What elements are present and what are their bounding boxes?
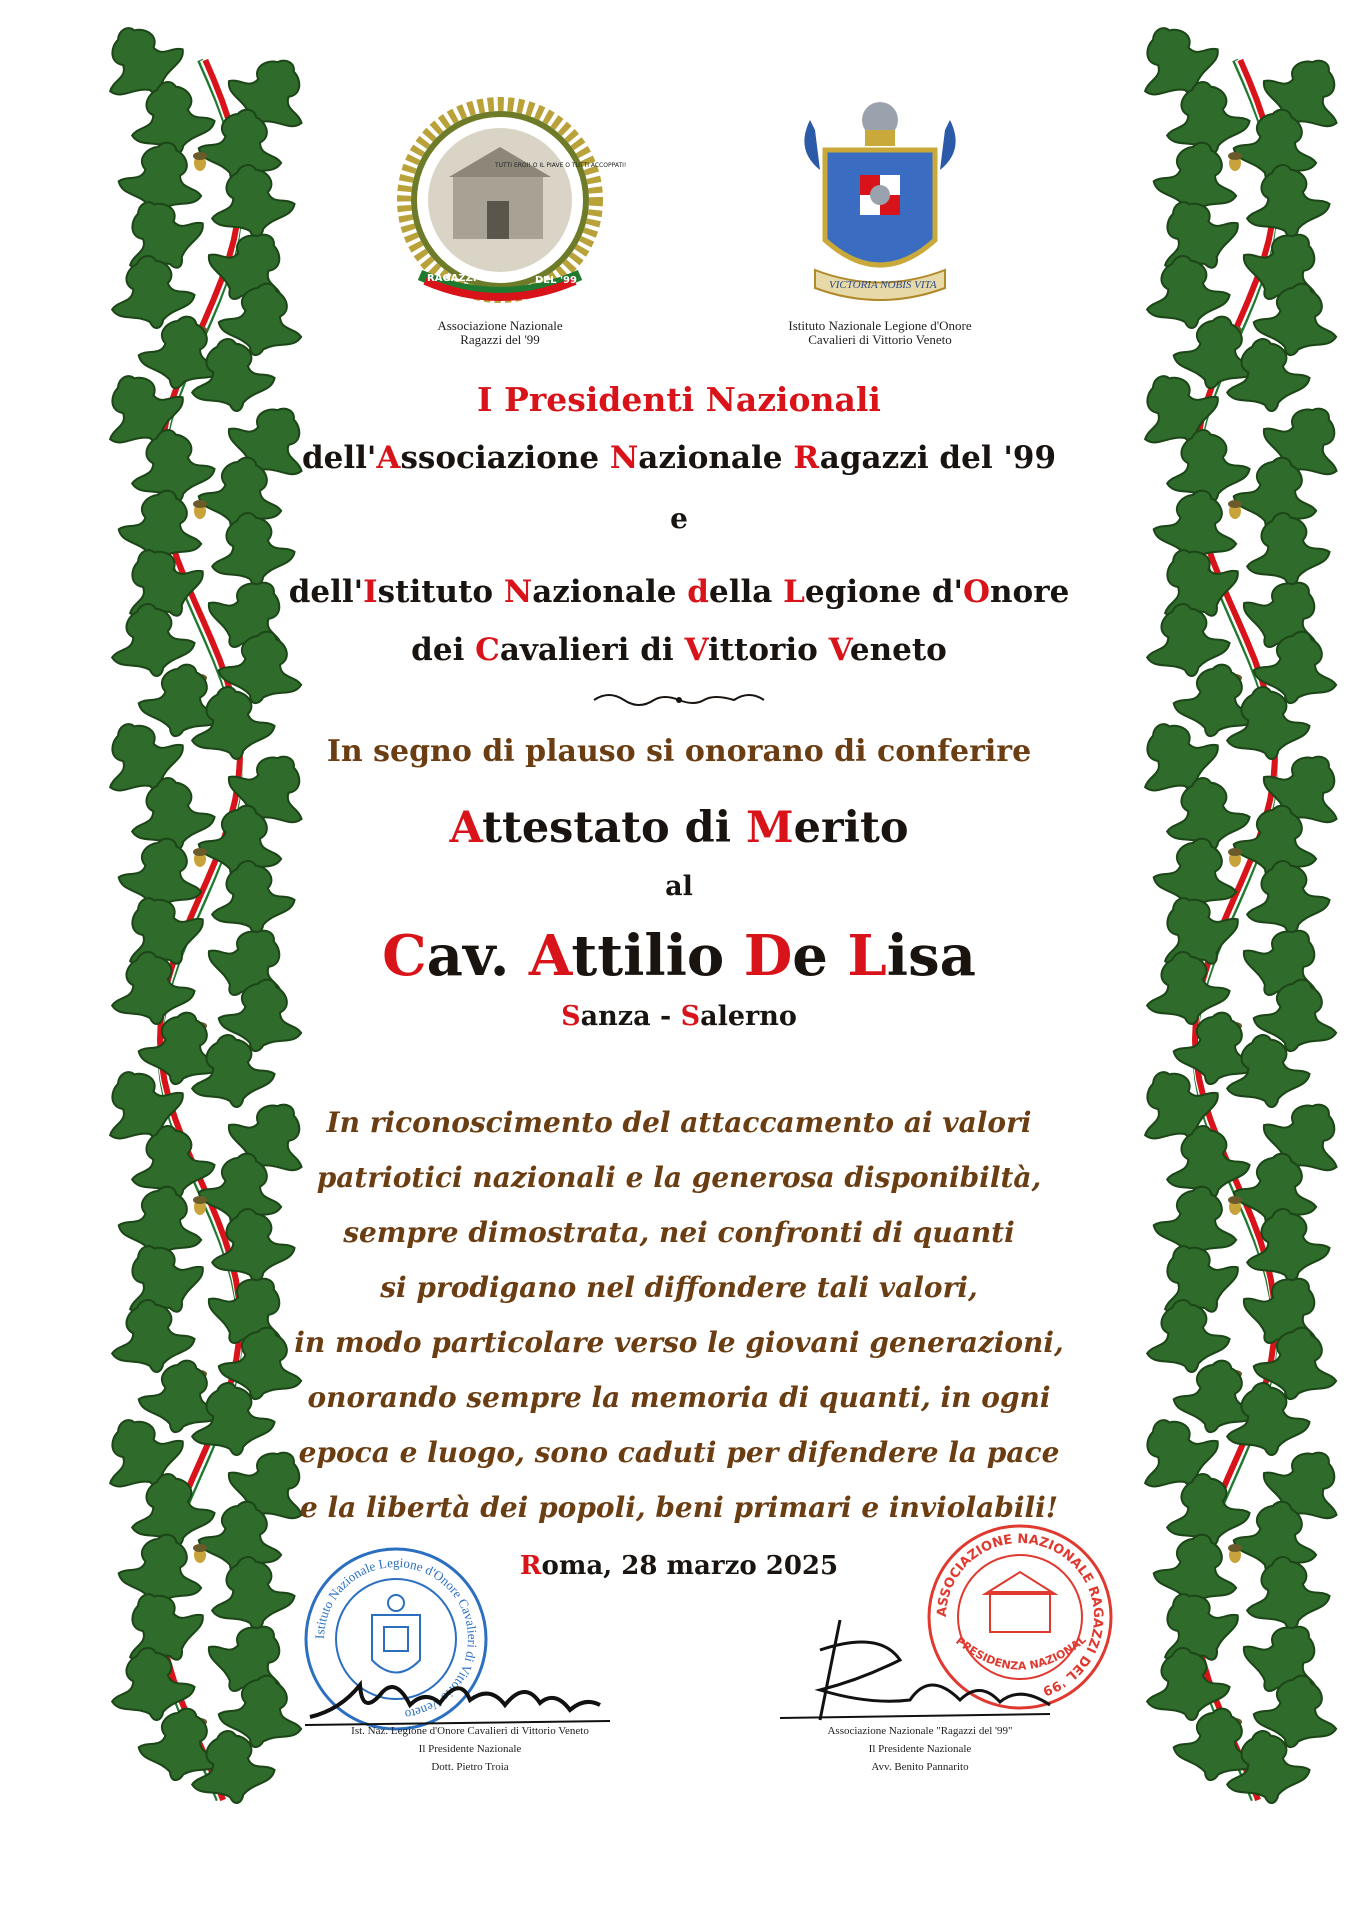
citation-body: [260, 1095, 1098, 1535]
citation-line: epoca e luogo, sono caduti per difendere la pace: [298, 1436, 1060, 1469]
logo-legione-onore: [760, 90, 1000, 347]
citation-line: in modo particolare verso le giovani generazioni,: [294, 1326, 1064, 1359]
motto-text: VICTORIA NOBIS VITA: [829, 279, 937, 291]
recipient-place: Sanza - Salerno: [561, 1001, 797, 1032]
acorn-icon: [193, 152, 207, 171]
signatory-right: [770, 1722, 1070, 1776]
heading-line-1: I Presidenti Nazionali: [477, 380, 881, 419]
heading-line-2: dell'Associazione Nazionale Ragazzi del '99: [301, 440, 1057, 476]
signatory-role: Il Presidente Nazionale: [418, 1743, 522, 1755]
oak-leaf-icon: [204, 158, 299, 244]
award-al: al: [665, 871, 693, 902]
heading-line-4: dell'Istituto Nazionale della Legione d'Onore: [288, 574, 1070, 610]
acorn-icon: [1228, 848, 1242, 867]
logo-right-caption-1: Istituto Nazionale Legione d'Onore: [788, 318, 972, 333]
citation-line: onorando sempre la memoria di quanti, in ogni: [307, 1381, 1051, 1414]
logo-ragazzi-99: [385, 95, 627, 347]
award-intro: In segno di plauso si onorano di conferire: [326, 734, 1032, 769]
heading-line-5: dei Cavalieri di Vittorio Veneto: [411, 632, 947, 668]
oak-leaf-icon: [1239, 1550, 1334, 1636]
logo-right-caption-2: Cavalieri di Vittorio Veneto: [808, 332, 952, 347]
recipient-name: Cav. Attilio De Lisa: [382, 923, 976, 989]
seal-ring-text: ASSOCIAZIONE NAZIONALE RAGAZZI DEL '99: [934, 1531, 1106, 1699]
flourish-icon: [589, 690, 769, 710]
acorn-icon: [193, 1544, 207, 1563]
acorn-icon: [193, 1196, 207, 1215]
citation-line: si prodigano nel diffondere tali valori,: [380, 1271, 978, 1304]
acorn-icon: [1228, 500, 1242, 519]
oak-leaf-border-right: [1115, 60, 1355, 1800]
oak-leaf-icon: [1239, 158, 1334, 244]
signatory-role: Il Presidente Nazionale: [868, 1743, 972, 1755]
flourish-divider: [260, 690, 1098, 714]
logo-left-caption-1: Associazione Nazionale: [437, 318, 563, 333]
signatory-name: Avv. Benito Pannarito: [871, 1761, 969, 1773]
signatory-name: Dott. Pietro Troia: [431, 1761, 509, 1773]
logo-left-caption-2: Ragazzi del '99: [460, 332, 540, 347]
acorn-icon: [193, 500, 207, 519]
signatory-org: Ist. Naz. Legione d'Onore Cavalieri di Vittorio Veneto: [351, 1725, 589, 1737]
citation-line: sempre dimostrata, nei confronti di quanti: [343, 1216, 1015, 1249]
award-title: Attestato di Merito: [449, 803, 909, 853]
issue-date: Roma, 28 marzo 2025: [519, 1551, 839, 1581]
signatory-org: Associazione Nazionale "Ragazzi del '99": [827, 1725, 1013, 1737]
acorn-icon: [1228, 1544, 1242, 1563]
acorn-icon: [1228, 152, 1242, 171]
acorn-icon: [193, 848, 207, 867]
acorn-icon: [1228, 1196, 1242, 1215]
citation-line: e la libertà dei popoli, beni primari e inviolabili!: [299, 1491, 1059, 1524]
wreath-emblem-icon: [395, 95, 627, 315]
citation-line: In riconoscimento del attaccamento ai valori: [326, 1106, 1032, 1139]
citation-line: patriotici nazionali e la generosa disponibiltà,: [316, 1161, 1042, 1194]
seal-ring-text: Istituto Nazionale Legione d'Onore Cavalieri di Vittorio Veneto: [311, 1554, 481, 1723]
ribbon-text-left: RAGAZZI: [427, 273, 477, 284]
coat-of-arms-icon: [795, 90, 965, 315]
oak-leaf-icon: [1239, 506, 1334, 592]
signature-benito-pannarito: [760, 1610, 1060, 1740]
ribbon-text-right: DEL '99: [535, 275, 577, 286]
heading-line-3: e: [670, 502, 688, 535]
seal-inner-text: PRESIDENZA NAZIONAL: [953, 1632, 1089, 1673]
signature-scribble-icon: [760, 1610, 1060, 1740]
emblem-inscription: TUTTI EROI! O IL PIAVE O TUTTI ACCOPPATI!: [495, 162, 627, 169]
signatory-left: [300, 1722, 640, 1776]
